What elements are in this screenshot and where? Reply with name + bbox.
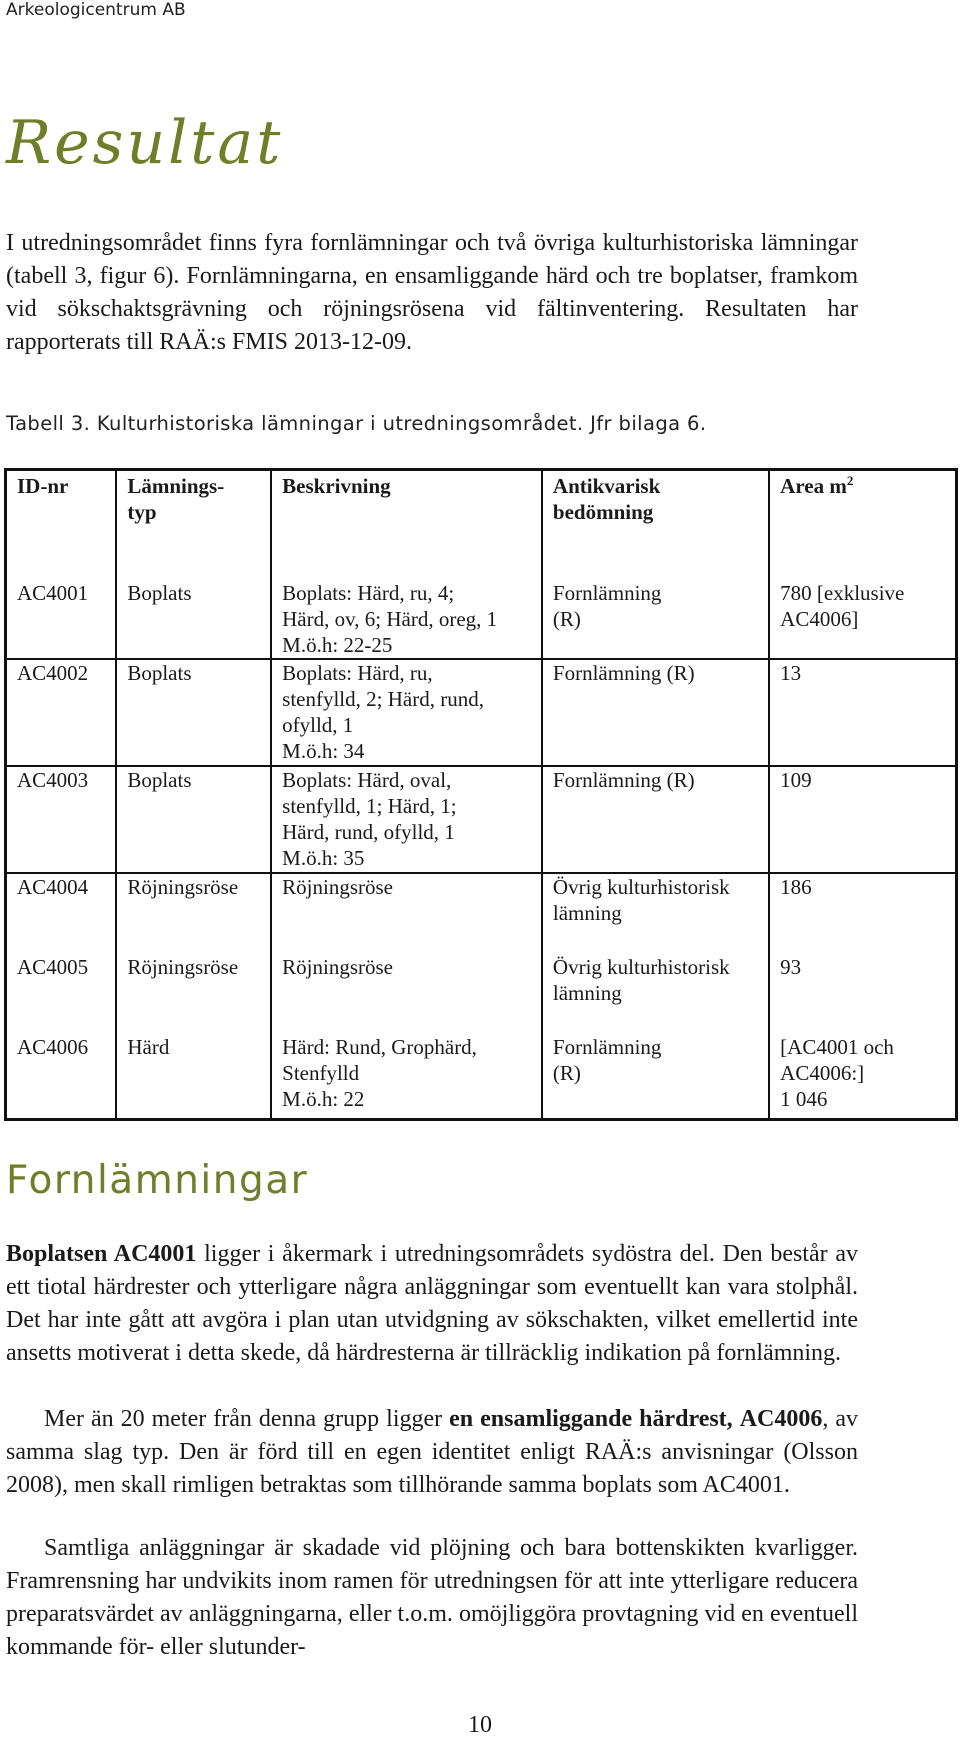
cell-area: 13 <box>769 659 956 766</box>
cell-area: 93 <box>769 954 956 1034</box>
table-caption: Tabell 3. Kulturhistoriska lämningar i utredningsområdet. Jfr bilaga 6. <box>6 412 707 435</box>
table-row <box>6 555 957 659</box>
header-area: Area $m^2$ <box>769 470 956 556</box>
cell-area: 186 <box>769 873 956 954</box>
paragraph-anlaggningar: Samtliga anläggningar är skadade vid plöjning och bara bottenskikten kvarligger. Framrensning har undvikits inom ramen för utredningsen för att inte ytterligare reducera preparatsvärdet av anläggningarna, eller t.o.m. omöjliggöra provtagning vid en eventuell kommande för- eller slutunder- <box>6 1535 858 1660</box>
cell-id: AC4003 <box>6 766 117 873</box>
results-table <box>4 468 958 1121</box>
cell-id: AC4004 <box>6 873 117 954</box>
header-description: Beskrivning <box>271 470 542 556</box>
page-number: 10 <box>468 1712 492 1738</box>
subsection-title: Fornlämningar <box>6 1158 309 1203</box>
cell-area: 109 <box>769 766 956 873</box>
cell-type: Boplats <box>116 555 271 659</box>
cell-area: 780 [exklusive AC4006] <box>769 555 956 659</box>
cell-description: Härd: Rund, Grophärd, Stenfylld M.ö.h: 22 <box>271 1034 542 1120</box>
cell-area: [AC4001 och AC4006:] 1 046 <box>769 1034 956 1120</box>
paragraph-ensamliggande: Mer än 20 meter från denna grupp ligger en ensamliggande härdrest, AC4006, av samma slag typ. Den är förd till en egen identitet enligt RAÄ:s anvisningar (Olsson 2008), men skall rimligen betraktas som tillhörande samma boplats som AC4001. <box>6 1406 859 1498</box>
table-header-row <box>6 470 957 556</box>
table-row <box>6 954 957 1034</box>
cell-type: Röjningsröse <box>116 954 271 1034</box>
table-row <box>6 873 957 954</box>
cell-assessment: Fornlämning (R) <box>542 766 769 873</box>
cell-assessment: Övrig kulturhistorisk lämning <box>542 873 769 954</box>
header-id: ID-nr <box>6 470 117 556</box>
cell-type: Boplats <box>116 766 271 873</box>
header-type: Lämnings- typ <box>116 470 271 556</box>
cell-id: AC4006 <box>6 1034 117 1120</box>
cell-type: Härd <box>116 1034 271 1120</box>
cell-id: AC4002 <box>6 659 117 766</box>
table-row <box>6 659 957 766</box>
cell-assessment: Övrig kulturhistorisk lämning <box>542 954 769 1034</box>
cell-description: Röjningsröse <box>271 873 542 954</box>
cell-description: Boplats: Härd, ru, 4; Härd, ov, 6; Härd, oreg, 1 M.ö.h: 22-25 <box>271 555 542 659</box>
table-row <box>6 1034 957 1120</box>
cell-id: AC4005 <box>6 954 117 1034</box>
cell-assessment: Fornlämning (R) <box>542 659 769 766</box>
cell-description: Boplats: Härd, ru, stenfylld, 2; Härd, rund, ofylld, 1 M.ö.h: 34 <box>271 659 542 766</box>
cell-type: Boplats <box>116 659 271 766</box>
cell-type: Röjningsröse <box>116 873 271 954</box>
intro-paragraph: I utredningsområdet finns fyra fornlämningar och två övriga kulturhistoriska lämningar (tabell 3, figur 6). Fornlämningarna, en ensamliggande härd och tre boplatser, framkom vid sökschaktsgrävning och röjningsrösena vid fältinventering. Resultaten har rapporterats till RAÄ:s FMIS 2013-12-09. <box>6 230 858 355</box>
cell-assessment: Fornlämning (R) <box>542 1034 769 1120</box>
cell-description: Röjningsröse <box>271 954 542 1034</box>
page-header: Arkeologicentrum AB <box>6 0 186 20</box>
cell-id: AC4001 <box>6 555 117 659</box>
cell-description: Boplats: Härd, oval, stenfylld, 1; Härd, 1; Härd, rund, ofylld, 1 M.ö.h: 35 <box>271 766 542 873</box>
section-title: Resultat <box>6 108 284 178</box>
header-assessment: Antikvarisk bedömning <box>542 470 769 556</box>
table-row <box>6 766 957 873</box>
paragraph-boplatsen: Boplatsen AC4001 ligger i åkermark i utredningsområdets sydöstra del. Den består av ett tiotal härdrester och ytterligare några anläggningar som eventuellt kan vara stolphål. Det har inte gått att avgöra i plan utan utvidgning av sökschakten, vilket emellertid inte ansetts motiverat i detta skede, då härdresterna är tillräcklig indikation på fornlämning. <box>6 1241 858 1366</box>
cell-assessment: Fornlämning (R) <box>542 555 769 659</box>
